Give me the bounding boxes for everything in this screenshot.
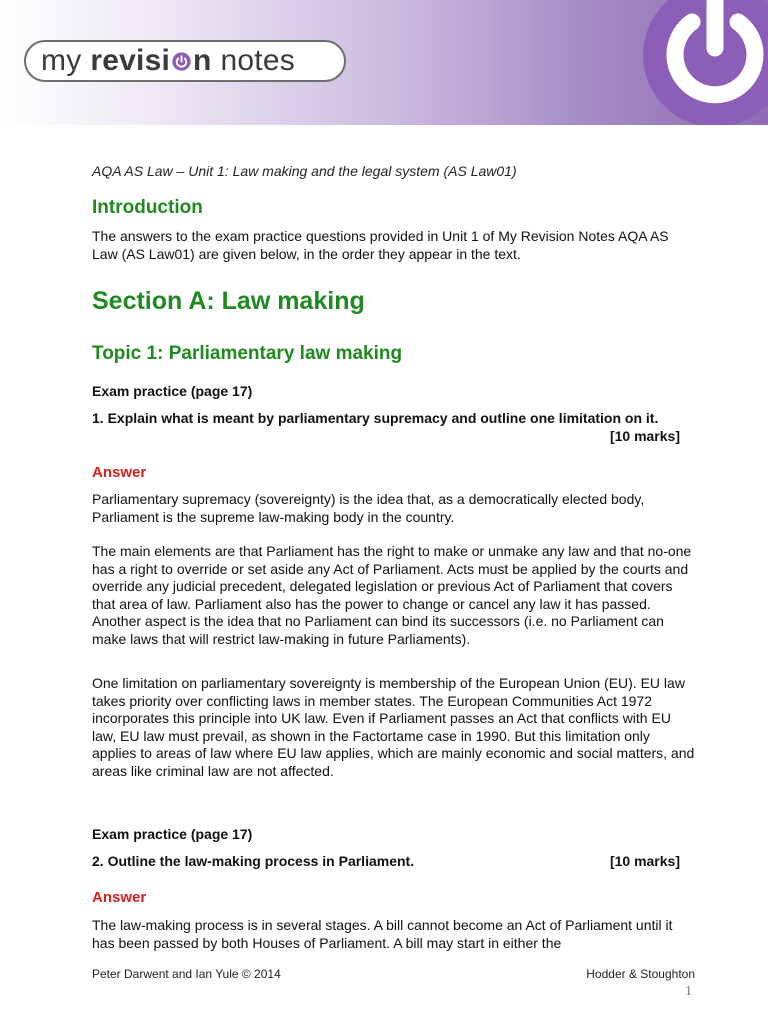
logo-word-revision: revisi n <box>90 44 212 77</box>
power-icon <box>640 0 768 125</box>
brand-logo <box>24 40 346 82</box>
exam-practice-label: Exam practice (page 17) <box>92 383 253 399</box>
section-heading: Section A: Law making <box>92 287 365 315</box>
question-1 <box>92 410 680 445</box>
answer-1-paragraph-2: The main elements are that Parliament has the right to make or unmake any law and that no-one has a right to override or set aside any Act of Parliament. Acts must be applied by the courts and override any judicial precedent, delegated legislation or previous Act of Parliament that covers that area of law. Parliament also has the power to change or cancel any law it has passed. Another aspect is the idea that no Parliament can bind its successors (i.e. no Parliament can make laws that will restrict law-making in future Parliaments). <box>92 543 692 647</box>
footer-authors: Peter Darwent and Ian Yule © 2014 <box>92 967 281 981</box>
answer-label: Answer <box>92 464 147 481</box>
footer-publisher: Hodder & Stoughton <box>586 967 695 981</box>
document-subtitle: AQA AS Law – Unit 1: Law making and the legal system (AS Law01) <box>92 163 517 179</box>
question-1-text: 1. Explain what is meant by parliamentary supremacy and outline one limitation on it. <box>92 410 659 426</box>
question-2-text: 2. Outline the law-making process in Parliament. <box>92 853 415 869</box>
question-2 <box>92 853 680 869</box>
question-2-marks: [10 marks] <box>609 853 680 869</box>
exam-practice-label: Exam practice (page 17) <box>92 826 253 842</box>
introduction-text: The answers to the exam practice questions provided in Unit 1 of My Revision Notes AQA AS Law (AS Law01) are given below, in the order they appear in the text. <box>92 228 669 262</box>
logo-word-notes: notes <box>220 44 295 77</box>
question-1-marks: [10 marks] <box>609 427 680 444</box>
topic-heading: Topic 1: Parliamentary law making <box>92 343 403 364</box>
answer-1-paragraph-3: One limitation on parliamentary sovereignty is membership of the European Union (EU). EU law takes priority over conflicting laws in member states. The European Communities Act 1972 incorporates this principle into UK law. Even if Parliament passes an Act that conflicts with EU law, EU law must prevail, as shown in the Factortame case in 1990. But this limitation only applies to areas of law where EU law applies, which are mainly economic and social matters, and areas like criminal law are not affected. <box>92 675 695 779</box>
page-number: 1 <box>685 984 692 999</box>
answer-label: Answer <box>92 889 147 906</box>
logo-word-my: my <box>41 44 82 77</box>
header-banner <box>0 0 768 125</box>
answer-1-paragraph-1: Parliamentary supremacy (sovereignty) is the idea that, as a democratically elected body, Parliament is the supreme law-making body in the country. <box>92 491 645 525</box>
introduction-heading: Introduction <box>92 197 203 218</box>
power-o-icon <box>171 51 192 72</box>
answer-2-paragraph-1: The law-making process is in several stages. A bill cannot become an Act of Parliament until it has been passed by both Houses of Parliament. A bill may start in either the <box>92 917 673 951</box>
